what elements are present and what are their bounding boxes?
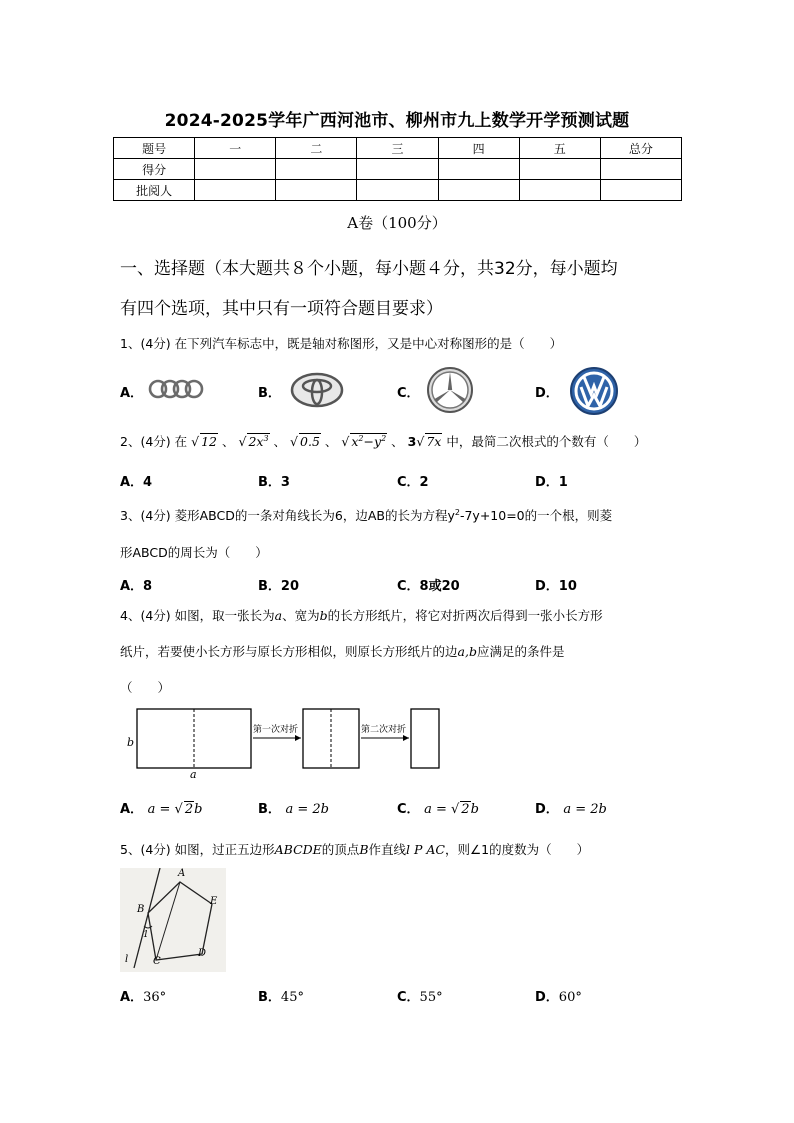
option-label: B． — [258, 802, 281, 817]
option-label[interactable]: B． — [258, 386, 281, 401]
question-5-stem — [120, 840, 589, 858]
table-cell: 总分 — [600, 138, 681, 159]
option-label: A． — [120, 990, 144, 1005]
q3-sup: 2 — [454, 507, 460, 517]
table-cell[interactable] — [195, 159, 276, 180]
table-cell: 批阅人 — [114, 180, 195, 201]
option-label: C． — [397, 802, 420, 817]
question-4-line1 — [120, 606, 603, 624]
question-3-line1 — [120, 506, 612, 524]
table-cell: 五 — [519, 138, 600, 159]
toyota-logo-icon — [290, 372, 344, 412]
option-label: D． — [535, 990, 559, 1005]
q3-text: 3、(4分) 菱形ABCD的一条对角线长为6，边AB的长为方程y — [120, 508, 455, 523]
option-b[interactable]: B．3 — [258, 475, 290, 490]
q2-prefix: 2、(4分) 在 — [120, 434, 188, 449]
vertex-label-e: E — [210, 896, 218, 907]
table-cell[interactable] — [438, 180, 519, 201]
option-a[interactable] — [120, 986, 166, 1005]
mercedes-logo-icon — [426, 366, 474, 418]
page-title: 2024-2025学年广西河池市、柳州市九上数学开学预测试题 — [164, 111, 630, 131]
volkswagen-logo-icon — [569, 366, 619, 420]
vertex-name: B — [359, 842, 369, 857]
angle-label-1: 1 — [143, 930, 149, 940]
q4-text: 、宽为 — [282, 608, 320, 623]
question-4-line3: （ ） — [120, 680, 171, 695]
table-cell[interactable] — [276, 159, 357, 180]
pentagon-figure — [120, 868, 226, 972]
option-d[interactable]: D．10 — [535, 579, 577, 594]
option-label[interactable]: D． — [535, 386, 559, 401]
fold-2-label: 第二次对折 — [361, 725, 407, 735]
option-c[interactable]: C．8或20 — [397, 579, 460, 594]
part-heading-line1: 一、选择题（本大题共８个小题，每小题４分，共32分，每小题均 — [120, 259, 618, 279]
option-c[interactable]: C． a = √ 2b — [397, 802, 479, 817]
radical-12: 12 — [201, 434, 217, 449]
option-radicand: 2 — [461, 802, 470, 817]
separator: 、 — [324, 434, 338, 449]
vertex-label-a: A — [178, 868, 186, 879]
polygon-name: ABCDE — [274, 842, 322, 857]
separator: 、 — [391, 434, 404, 449]
table-cell: 得分 — [114, 159, 195, 180]
line-label-l: l — [125, 954, 129, 965]
option-d[interactable] — [535, 798, 607, 817]
option-label[interactable]: A． — [120, 386, 144, 401]
table-cell: 三 — [357, 138, 438, 159]
option-lhs: a = — [147, 802, 175, 817]
fig-label-a: a — [190, 768, 197, 781]
vars-ab: a,b — [457, 644, 477, 659]
option-lhs: a = — [424, 802, 451, 817]
option-label[interactable]: C． — [397, 386, 420, 401]
coefficient: 3 — [407, 434, 417, 449]
option-lhs: a = 2b — [285, 802, 329, 817]
option-value: 36° — [143, 990, 167, 1005]
radicand: x — [351, 434, 359, 449]
vertex-label-b: B — [137, 904, 145, 915]
option-b[interactable]: B．20 — [258, 579, 299, 594]
var-a: a — [274, 608, 283, 623]
separator: 、 — [221, 434, 235, 449]
option-c[interactable]: C．2 — [397, 475, 429, 490]
table-row — [114, 138, 682, 159]
q5-text: 的顶点 — [321, 842, 360, 857]
q3-text-rest: -7y+10=0的一个根，则菱 — [459, 508, 613, 523]
q4-text: 纸片，若要使小长方形与原长方形相似，则原长方形纸片的边 — [120, 644, 458, 659]
radical-0-5: 0.5 — [300, 434, 320, 449]
table-cell[interactable] — [195, 180, 276, 201]
question-1-stem: 1、(4分) 在下列汽车标志中，既是轴对称图形，又是中心对称图形的是（ ） — [120, 336, 563, 351]
line-expr: l P AC — [406, 842, 445, 857]
table-cell: 四 — [438, 138, 519, 159]
table-cell[interactable] — [519, 159, 600, 180]
option-a[interactable]: A． a = √ 2b — [120, 802, 203, 817]
radical-x2-y2: $x^2-y^2$ — [351, 433, 387, 449]
option-a[interactable]: A．8 — [120, 579, 153, 594]
radical-7x: 7x — [426, 434, 442, 449]
table-cell[interactable] — [438, 159, 519, 180]
q5-text: 作直线 — [368, 842, 407, 857]
option-c[interactable] — [397, 986, 443, 1005]
option-value: 45° — [280, 990, 304, 1005]
option-label: C． — [397, 990, 420, 1005]
table-row — [114, 180, 682, 201]
part-heading-line2: 有四个选项，其中只有一项符合题目要求） — [120, 299, 443, 319]
option-value: 60° — [558, 990, 582, 1005]
option-rhs: b — [194, 802, 203, 817]
section-heading: A卷（100分） — [347, 214, 447, 232]
option-d[interactable]: D．1 — [535, 475, 568, 490]
q4-text: 应满足的条件是 — [476, 644, 565, 659]
table-cell[interactable] — [357, 180, 438, 201]
option-d[interactable] — [535, 986, 582, 1005]
option-value: 55° — [419, 990, 443, 1005]
folding-figure — [125, 705, 450, 787]
table-cell: 一 — [195, 138, 276, 159]
radical-2x3: $2x^3$ — [248, 433, 269, 449]
q4-text: 4、(4分) 如图，取一张长为 — [120, 608, 275, 623]
separator: 、 — [273, 434, 287, 449]
option-a[interactable]: A．4 — [120, 475, 153, 490]
var-b: b — [319, 608, 328, 623]
table-cell[interactable] — [357, 159, 438, 180]
radicand: 2x — [248, 434, 264, 449]
fold-1-label: 第一次对折 — [253, 725, 299, 735]
option-label: D． — [535, 802, 559, 817]
table-cell: 二 — [276, 138, 357, 159]
option-rhs: b — [470, 802, 479, 817]
q4-text: 的长方形纸片，将它对折两次后得到一张小长方形 — [327, 608, 603, 623]
option-radicand: 2 — [184, 802, 194, 817]
table-cell[interactable] — [276, 180, 357, 201]
table-cell: 题号 — [114, 138, 195, 159]
q2-suffix: 中，最简二次根式的个数有（ ） — [446, 434, 647, 449]
question-2-stem: 2、(4分) 在 √ 12 、 √ $2x^3$ 、 √ 0.5 、 √ $x^2-y^2$ 、 3√ 7x 中，最简二次根式的个数有（ ） — [120, 433, 647, 449]
option-b[interactable] — [258, 986, 304, 1005]
q5-text: 5、(4分) 如图，过正五边形 — [120, 842, 275, 857]
table-cell[interactable] — [600, 180, 681, 201]
table-row — [114, 159, 682, 180]
q5-text: ，则∠1的度数为（ ） — [444, 842, 590, 857]
table-cell[interactable] — [600, 159, 681, 180]
vertex-label-d: D — [198, 948, 207, 959]
radicand: −y — [363, 434, 382, 449]
question-3-line2: 形ABCD的周长为（ ） — [120, 545, 268, 560]
table-cell[interactable] — [519, 180, 600, 201]
question-4-line2 — [120, 642, 564, 660]
option-label: B． — [258, 990, 281, 1005]
option-b[interactable] — [258, 798, 329, 817]
option-label: A． — [120, 802, 144, 817]
option-lhs: a = 2b — [563, 802, 607, 817]
score-table — [113, 137, 682, 201]
audi-logo-icon — [148, 378, 204, 404]
fig-label-b: b — [127, 736, 135, 749]
vertex-label-c: C — [153, 956, 161, 967]
